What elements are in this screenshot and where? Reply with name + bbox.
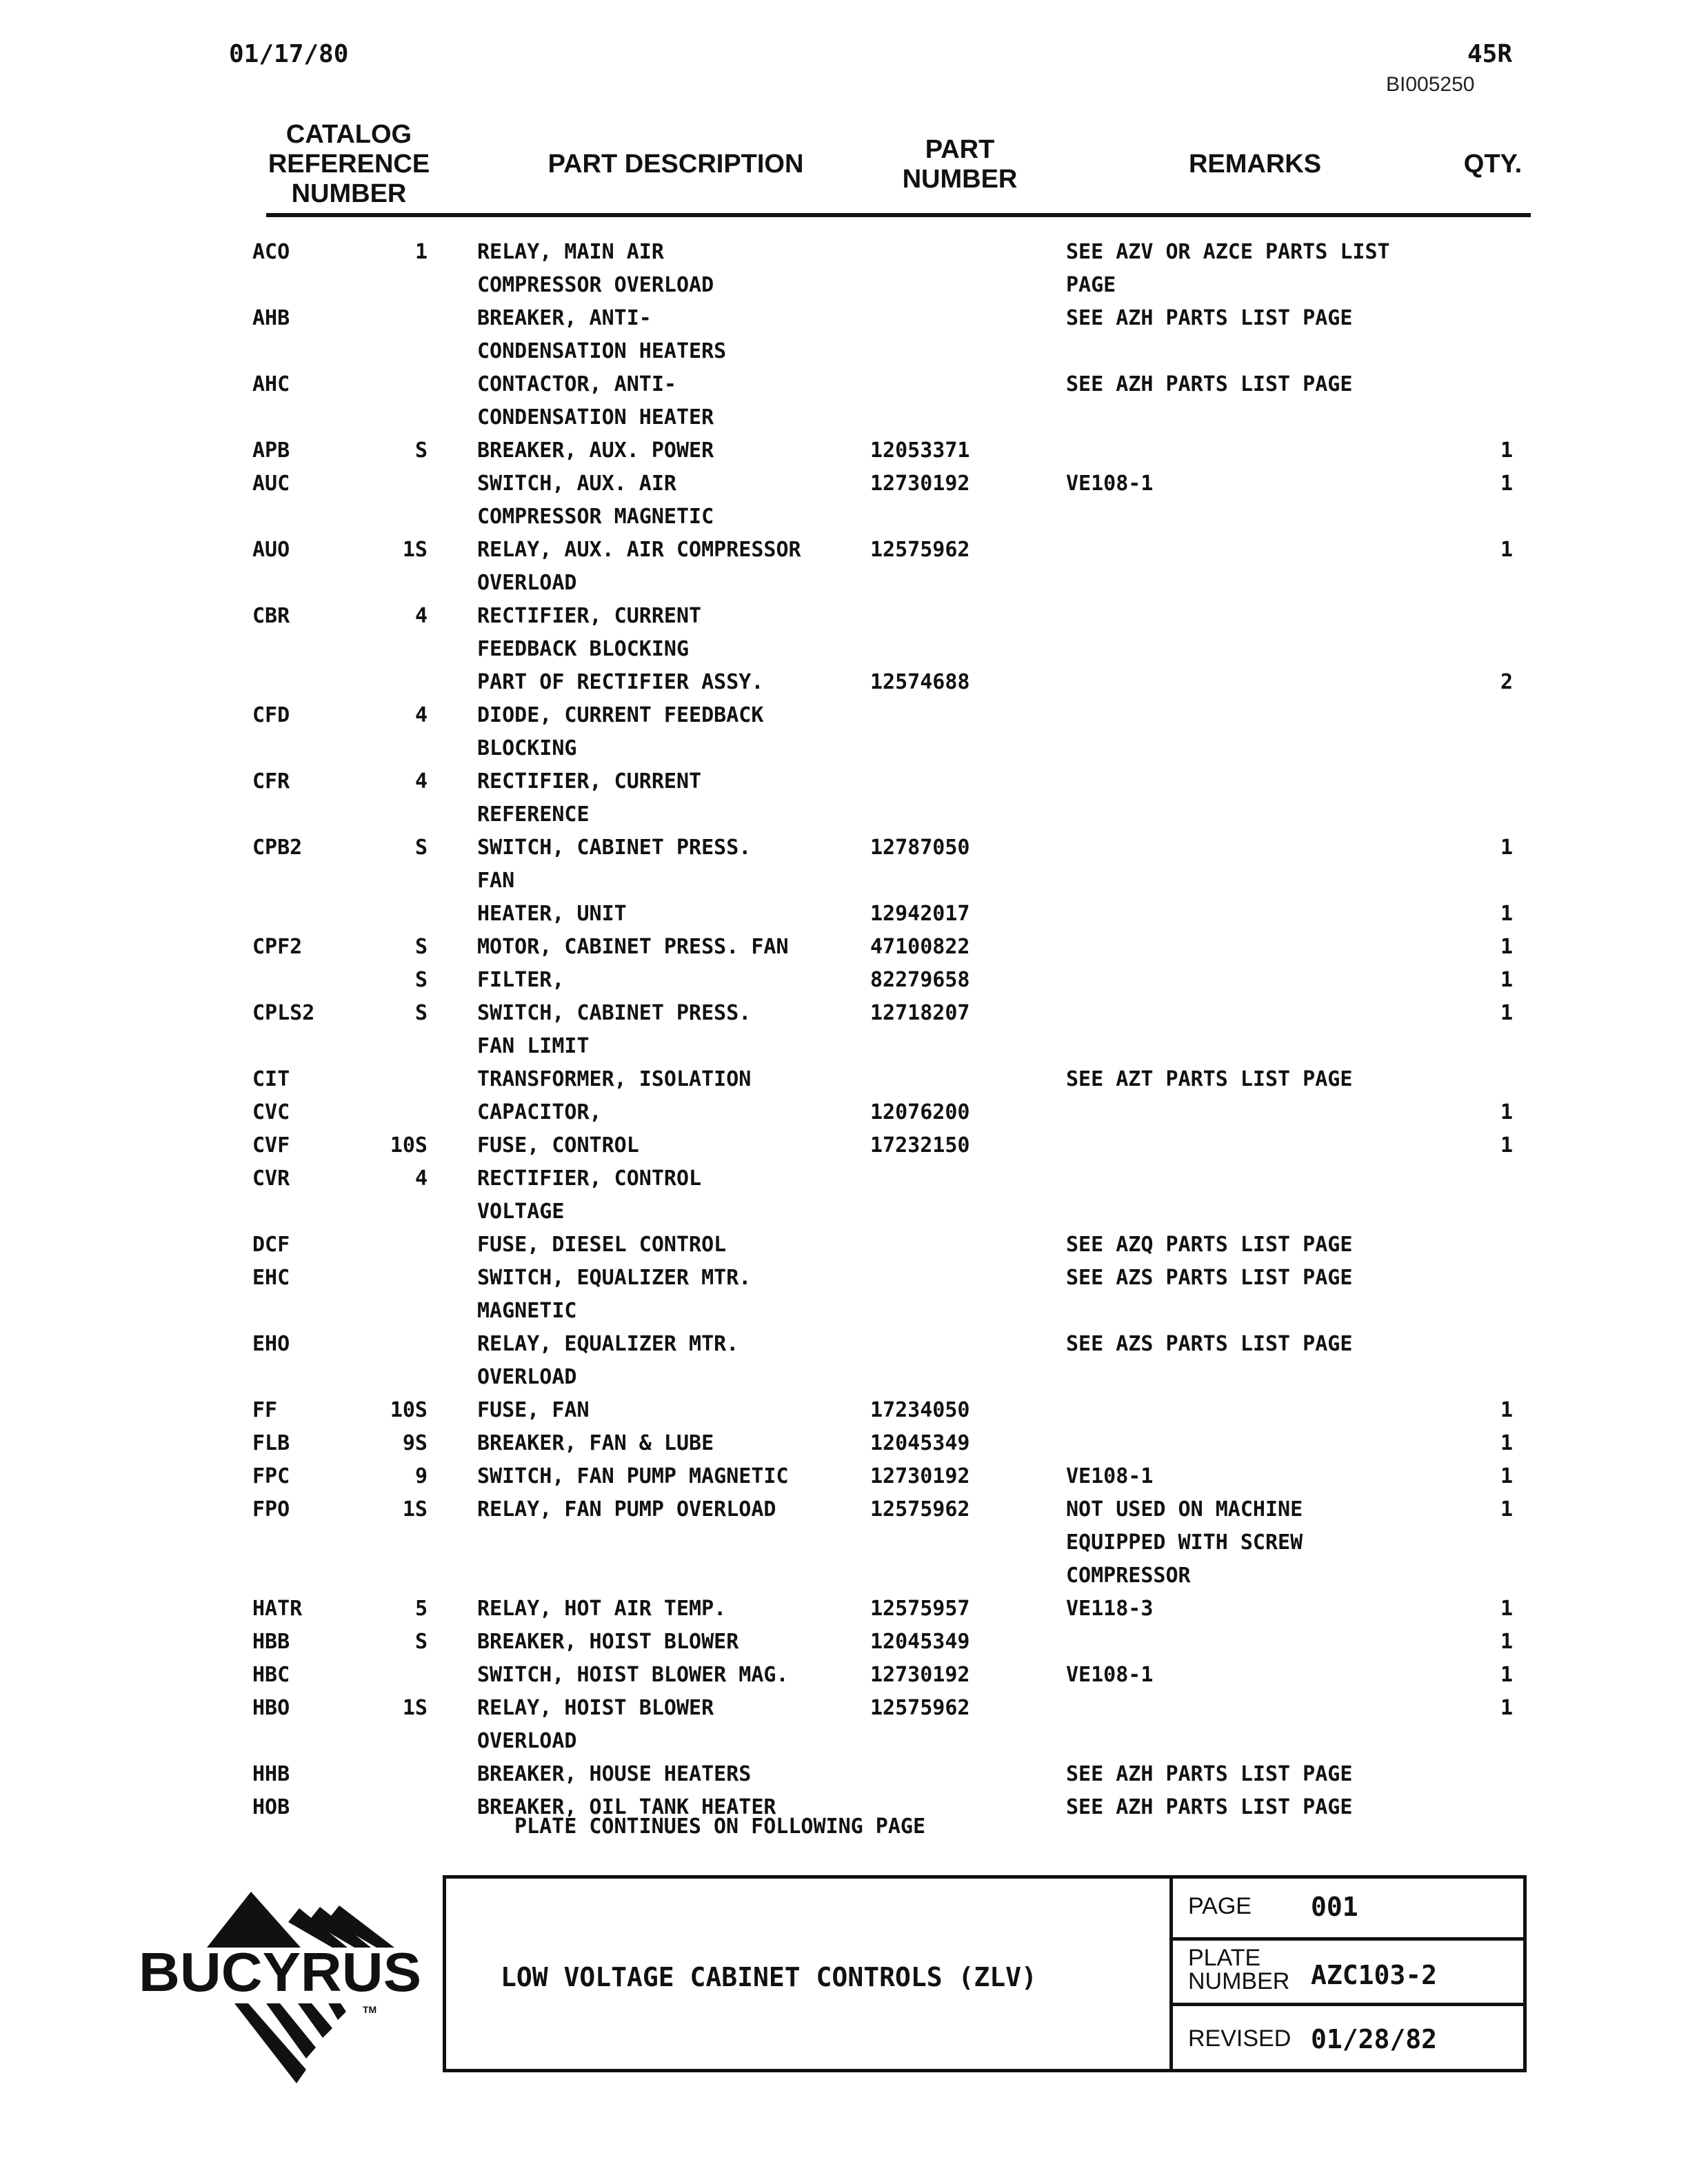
logo-wordmark: BUCYRUS [139,1941,421,2003]
reference-key-cell: 10S [390,1398,428,1422]
column-header-part-number: PART NUMBER [902,135,1018,194]
catalog-reference-cell: CPLS2 [252,1001,315,1025]
part-description-cell: RELAY, HOIST BLOWER OVERLOAD [477,1696,714,1753]
document-id: BI005250 [1386,73,1475,96]
qty-cell: 1 [1500,1001,1513,1025]
part-description-cell: BREAKER, ANTI- CONDENSATION HEATERS [477,306,727,363]
table-row [0,1758,1688,1791]
part-description-cell: SWITCH, AUX. AIR COMPRESSOR MAGNETIC [477,472,714,529]
table-row [0,302,1688,368]
catalog-reference-cell: HBB [252,1630,290,1654]
remarks-cell: SEE AZT PARTS LIST PAGE [1066,1067,1353,1091]
part-number-cell: 12575962 [870,538,970,562]
table-row [0,1162,1688,1228]
part-description-cell: RELAY, HOT AIR TEMP. [477,1597,727,1621]
remarks-cell: VE108-1 [1066,1663,1154,1687]
catalog-reference-cell: ACO [252,240,290,264]
catalog-reference-cell: CPB2 [252,836,303,860]
logo-trademark: TM [363,2004,377,2015]
remarks-cell: SEE AZS PARTS LIST PAGE [1066,1266,1353,1290]
catalog-reference-cell: EHC [252,1266,290,1290]
table-row [0,534,1688,600]
table-row [0,1096,1688,1129]
catalog-reference-cell: HATR [252,1597,303,1621]
catalog-reference-cell: CVR [252,1166,290,1191]
plate-number-row [1173,1941,1527,2006]
plate-number-value: AZC103-2 [1311,1960,1438,1990]
catalog-reference-cell: DCF [252,1233,290,1257]
remarks-cell: SEE AZH PARTS LIST PAGE [1066,306,1353,330]
remarks-cell: SEE AZH PARTS LIST PAGE [1066,1762,1353,1786]
parts-table [0,236,1688,1824]
reference-key-cell: S [414,935,428,959]
part-number-cell: 17232150 [870,1133,970,1157]
part-number-cell: 12718207 [870,1001,970,1025]
part-number-cell: 12730192 [870,1663,970,1687]
catalog-reference-cell: CVF [252,1133,290,1157]
part-number-cell: 12787050 [870,836,970,860]
part-description-cell: RECTIFIER, CURRENT REFERENCE [477,769,702,827]
part-description-cell: FILTER, [477,968,565,992]
catalog-reference-cell: HOB [252,1795,290,1819]
table-row [0,1262,1688,1328]
remarks-cell: SEE AZH PARTS LIST PAGE [1066,1795,1353,1819]
table-row [0,699,1688,765]
catalog-reference-cell: CFD [252,703,290,727]
part-description-cell: CAPACITOR, [477,1100,602,1124]
reference-key-cell: 4 [414,1166,428,1191]
reference-key-cell: 9 [414,1464,428,1488]
remarks-cell: NOT USED ON MACHINE EQUIPPED WITH SCREW COMPRESSOR [1066,1497,1303,1588]
part-number-cell: 82279658 [870,968,970,992]
table-row [0,898,1688,931]
part-number-cell: 12575962 [870,1497,970,1521]
reference-key-cell: S [414,1001,428,1025]
table-row [0,368,1688,434]
qty-cell: 1 [1500,1133,1513,1157]
table-row [0,236,1688,302]
part-number-cell: 12942017 [870,902,970,926]
reference-key-cell: 4 [414,769,428,793]
reference-key-cell: 9S [402,1431,428,1455]
qty-cell: 1 [1500,438,1513,463]
column-header-qty: QTY. [1463,150,1523,179]
remarks-cell: SEE AZS PARTS LIST PAGE [1066,1332,1353,1356]
revised-value: 01/28/82 [1311,2024,1438,2054]
part-number-cell: 12076200 [870,1100,970,1124]
catalog-reference-cell: AUO [252,538,290,562]
revised-row [1173,2006,1527,2072]
qty-cell: 1 [1500,1630,1513,1654]
qty-cell: 1 [1500,1497,1513,1521]
table-row [0,434,1688,467]
part-description-cell: BREAKER, HOUSE HEATERS [477,1762,752,1786]
table-row [0,931,1688,964]
part-description-cell: RELAY, AUX. AIR COMPRESSOR OVERLOAD [477,538,801,595]
reference-key-cell: 1S [402,1696,428,1720]
header-code: 45R [1467,40,1513,68]
remarks-cell: SEE AZQ PARTS LIST PAGE [1066,1233,1353,1257]
catalog-reference-cell: HBO [252,1696,290,1720]
remarks-cell: SEE AZV OR AZCE PARTS LIST PAGE [1066,240,1390,297]
qty-cell: 1 [1500,836,1513,860]
table-row [0,1129,1688,1162]
catalog-reference-cell: CPF2 [252,935,303,959]
part-number-cell: 12574688 [870,670,970,694]
part-number-cell: 12730192 [870,472,970,496]
table-row [0,666,1688,699]
part-description-cell: RECTIFIER, CONTROL VOLTAGE [477,1166,702,1224]
table-row [0,1659,1688,1692]
reference-key-cell: S [414,968,428,992]
qty-cell: 1 [1500,1597,1513,1621]
logo-mountain-icon [207,1892,394,1948]
plate-info-block [1169,1875,1527,2072]
part-number-cell: 47100822 [870,935,970,959]
qty-cell: 1 [1500,538,1513,562]
qty-cell: 1 [1500,472,1513,496]
part-description-cell: SWITCH, FAN PUMP MAGNETIC [477,1464,789,1488]
catalog-reference-cell: FLB [252,1431,290,1455]
part-description-cell: PART OF RECTIFIER ASSY. [477,670,764,694]
qty-cell: 1 [1500,968,1513,992]
table-row [0,1692,1688,1758]
part-number-cell: 17234050 [870,1398,970,1422]
qty-cell: 1 [1500,1663,1513,1687]
part-description-cell: SWITCH, CABINET PRESS. FAN LIMIT [477,1001,752,1058]
revised-label: REVISED [1188,2025,1292,2052]
part-description-cell: RELAY, EQUALIZER MTR. OVERLOAD [477,1332,739,1389]
part-description-cell: RECTIFIER, CURRENT FEEDBACK BLOCKING [477,604,702,661]
part-description-cell: MOTOR, CABINET PRESS. FAN [477,935,789,959]
part-description-cell: FUSE, DIESEL CONTROL [477,1233,727,1257]
part-description-cell: CONTACTOR, ANTI- CONDENSATION HEATER [477,372,714,429]
catalog-reference-cell: AHC [252,372,290,396]
catalog-reference-cell: FF [252,1398,278,1422]
remarks-cell: VE108-1 [1066,472,1154,496]
part-description-cell: SWITCH, HOIST BLOWER MAG. [477,1663,789,1687]
part-number-cell: 12575957 [870,1597,970,1621]
catalog-reference-cell: CIT [252,1067,290,1091]
part-number-cell: 12730192 [870,1464,970,1488]
reference-key-cell: 10S [390,1133,428,1157]
qty-cell: 1 [1500,1100,1513,1124]
part-description-cell: BREAKER, OIL TANK HEATER [477,1795,776,1819]
column-header-part-description: PART DESCRIPTION [547,150,804,179]
catalog-reference-cell: HBC [252,1663,290,1687]
table-row [0,1328,1688,1394]
reference-key-cell: S [414,1630,428,1654]
reference-key-cell: 5 [414,1597,428,1621]
continues-note: PLATE CONTINUES ON FOLLOWING PAGE [514,1814,926,1839]
part-number-cell: 12053371 [870,438,970,463]
table-row [0,1063,1688,1096]
part-number-cell: 12045349 [870,1630,970,1654]
catalog-reference-cell: APB [252,438,290,463]
reference-key-cell: 1S [402,538,428,562]
page-value: 001 [1311,1892,1358,1922]
page-label: PAGE [1188,1893,1252,1919]
catalog-reference-cell: CBR [252,604,290,628]
part-description-cell: RELAY, MAIN AIR COMPRESSOR OVERLOAD [477,240,714,297]
table-row [0,1460,1688,1493]
qty-cell: 1 [1500,935,1513,959]
part-number-cell: 12045349 [870,1431,970,1455]
qty-cell: 1 [1500,1464,1513,1488]
part-number-cell: 12575962 [870,1696,970,1720]
part-description-cell: TRANSFORMER, ISOLATION [477,1067,752,1091]
part-description-cell: DIODE, CURRENT FEEDBACK BLOCKING [477,703,764,760]
column-header-catalog-reference: CATALOG REFERENCE NUMBER [268,120,430,208]
catalog-reference-cell: CFR [252,769,290,793]
part-description-cell: BREAKER, FAN & LUBE [477,1431,714,1455]
header-rule [266,213,1531,217]
table-row [0,600,1688,666]
part-description-cell: SWITCH, EQUALIZER MTR. MAGNETIC [477,1266,752,1323]
table-row [0,1593,1688,1626]
part-description-cell: BREAKER, AUX. POWER [477,438,714,463]
part-description-cell: SWITCH, CABINET PRESS. FAN [477,836,752,893]
table-row [0,997,1688,1063]
table-row [0,467,1688,534]
qty-cell: 1 [1500,902,1513,926]
table-row [0,765,1688,831]
reference-key-cell: S [414,836,428,860]
plate-number-label: PLATE NUMBER [1188,1945,1290,1994]
part-description-cell: FUSE, FAN [477,1398,590,1422]
page-row [1173,1875,1527,1941]
part-description-cell: BREAKER, HOIST BLOWER [477,1630,739,1654]
remarks-cell: SEE AZH PARTS LIST PAGE [1066,372,1353,396]
qty-cell: 2 [1500,670,1513,694]
part-description-cell: RELAY, FAN PUMP OVERLOAD [477,1497,776,1521]
qty-cell: 1 [1500,1431,1513,1455]
bucyrus-logo [135,1882,425,2089]
reference-key-cell: 1 [414,240,428,264]
catalog-reference-cell: FPO [252,1497,290,1521]
catalog-reference-cell: EHO [252,1332,290,1356]
column-header-remarks: REMARKS [1188,150,1322,179]
qty-cell: 1 [1500,1398,1513,1422]
reference-key-cell: 4 [414,703,428,727]
part-description-cell: FUSE, CONTROL [477,1133,639,1157]
table-row [0,1427,1688,1460]
table-row [0,831,1688,898]
header-date: 01/17/80 [229,40,349,68]
catalog-reference-cell: CVC [252,1100,290,1124]
remarks-cell: VE108-1 [1066,1464,1154,1488]
catalog-reference-cell: AHB [252,306,290,330]
table-row [0,1493,1688,1593]
table-row [0,1394,1688,1427]
catalog-reference-cell: FPC [252,1464,290,1488]
plate-title: LOW VOLTAGE CABINET CONTROLS (ZLV) [501,1962,1037,1992]
part-description-cell: HEATER, UNIT [477,902,627,926]
table-row [0,1228,1688,1262]
table-row [0,964,1688,997]
catalog-reference-cell: HHB [252,1762,290,1786]
catalog-reference-cell: AUC [252,472,290,496]
logo-stripes-icon [234,2003,346,2083]
reference-key-cell: 4 [414,604,428,628]
reference-key-cell: S [414,438,428,463]
reference-key-cell: 1S [402,1497,428,1521]
qty-cell: 1 [1500,1696,1513,1720]
remarks-cell: VE118-3 [1066,1597,1154,1621]
table-row [0,1626,1688,1659]
